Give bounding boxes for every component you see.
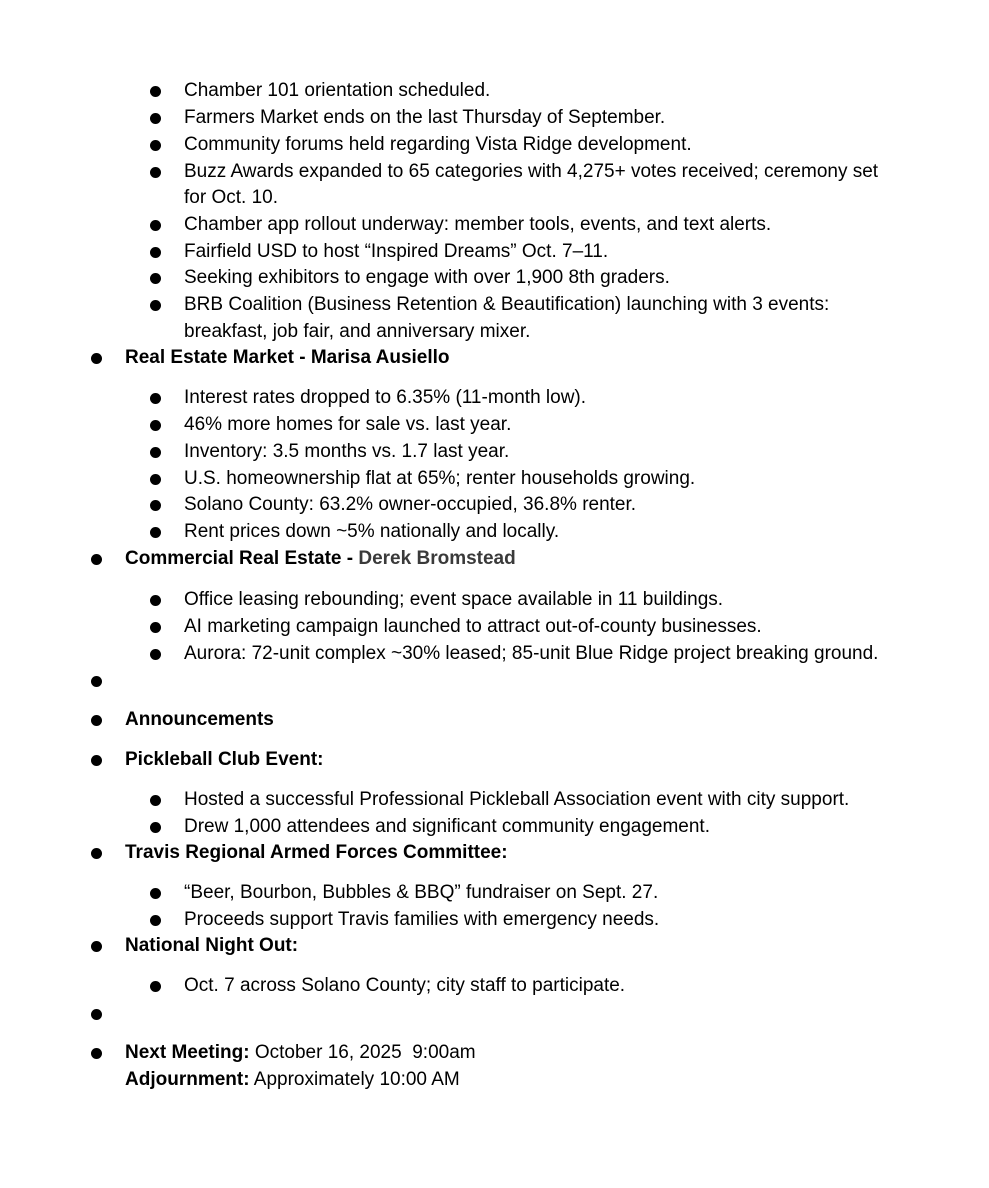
commercial-presenter: Derek Bromstead: [358, 548, 516, 569]
bullet-icon: [91, 755, 102, 766]
bullet-icon: [150, 795, 161, 806]
bullet-icon: [150, 420, 161, 431]
bullet-icon: [91, 353, 102, 364]
commercial-heading: Commercial Real Estate -: [125, 548, 359, 569]
bullet-icon: [91, 1048, 102, 1059]
bullet-icon: [150, 247, 161, 258]
bullet-icon: [150, 300, 161, 311]
adjournment-label: Adjournment:: [125, 1069, 250, 1090]
bullet-icon: [150, 622, 161, 633]
bullet-icon: [150, 140, 161, 151]
bullet-icon: [91, 715, 102, 726]
bullet-icon: [150, 649, 161, 660]
bullet-icon: [150, 273, 161, 284]
bullet-icon: [150, 393, 161, 404]
bullet-icon: [150, 500, 161, 511]
adjournment-value: Approximately 10:00 AM: [249, 1069, 460, 1090]
bullet-icon: [150, 595, 161, 606]
bullet-icon: [150, 527, 161, 538]
bullet-icon: [91, 848, 102, 859]
bullet-icon: [150, 167, 161, 178]
bullet-icon: [150, 113, 161, 124]
bullet-icon: [91, 554, 102, 565]
next-meeting-label: Next Meeting:: [125, 1042, 250, 1063]
bullet-icon: [150, 86, 161, 97]
document-page: Chamber 101 orientation scheduled. Farmers Market ends on the last Thursday of September. Community forums held regarding Vista Ridge development. Buzz Awards expanded to 65 categories with 4,275+ votes received; ceremony set for Oct. 10. Chamber app rollout underway: member tools, events, and text alerts. Fairfield USD to host “Inspired Dreams” Oct. 7–11. Seeking exhibitors to engage with over 1,900 8th graders. BRB Coalition (Business Retention & Beautification) launching with 3 events: breakfast, job fair, and anniversary mixer. Real Estate Market - Marisa Ausiello Interest rates dropped to 6.35% (11-month low). 46% more homes for sale vs. last year. Inventory: 3.5 months vs. 1.7 last year. U.S. homeownership flat at 65%; renter households growing. Solano County: 63.2% owner-occupied, 36.8% renter. Rent prices down ~5% nationally and locally. Commercial Real Estate - Derek Bromstead Office leasing rebounding; event space available in 11 buildings. AI marketing campaign launched to attract out-of-county businesses. Aurora: 72-unit complex ~30% leased; 85-unit Blue Ridge project breaking ground. Announcements Pickleball Club Event: Hosted a successful Professional Pickleball Association event with city support. Drew 1,000 attendees and significant community engagement. Travis Regional Armed Forces Committee: “Beer, Bourbon, Bubbles & BBQ” fundraiser on Sept. 27. Proceeds support Travis families with emergency needs. National Night Out: Oct. 7 across Solano County; city staff to participate. Next Meeting: October 16, 2025 9:00am Adjournment: Approximately 10:00 AM: [0, 0, 989, 1188]
bullet-icon: [150, 220, 161, 231]
next-meeting-value: October 16, 2025 9:00am: [249, 1042, 476, 1063]
bullet-icon: [91, 676, 102, 687]
bullet-icon: [150, 447, 161, 458]
bullet-icon: [150, 474, 161, 485]
bullet-icon: [150, 888, 161, 899]
bullet-icon: [91, 941, 102, 952]
bullet-icon: [91, 1009, 102, 1020]
bullet-icon: [150, 822, 161, 833]
bullet-icon: [150, 915, 161, 926]
bullet-icon: [150, 981, 161, 992]
